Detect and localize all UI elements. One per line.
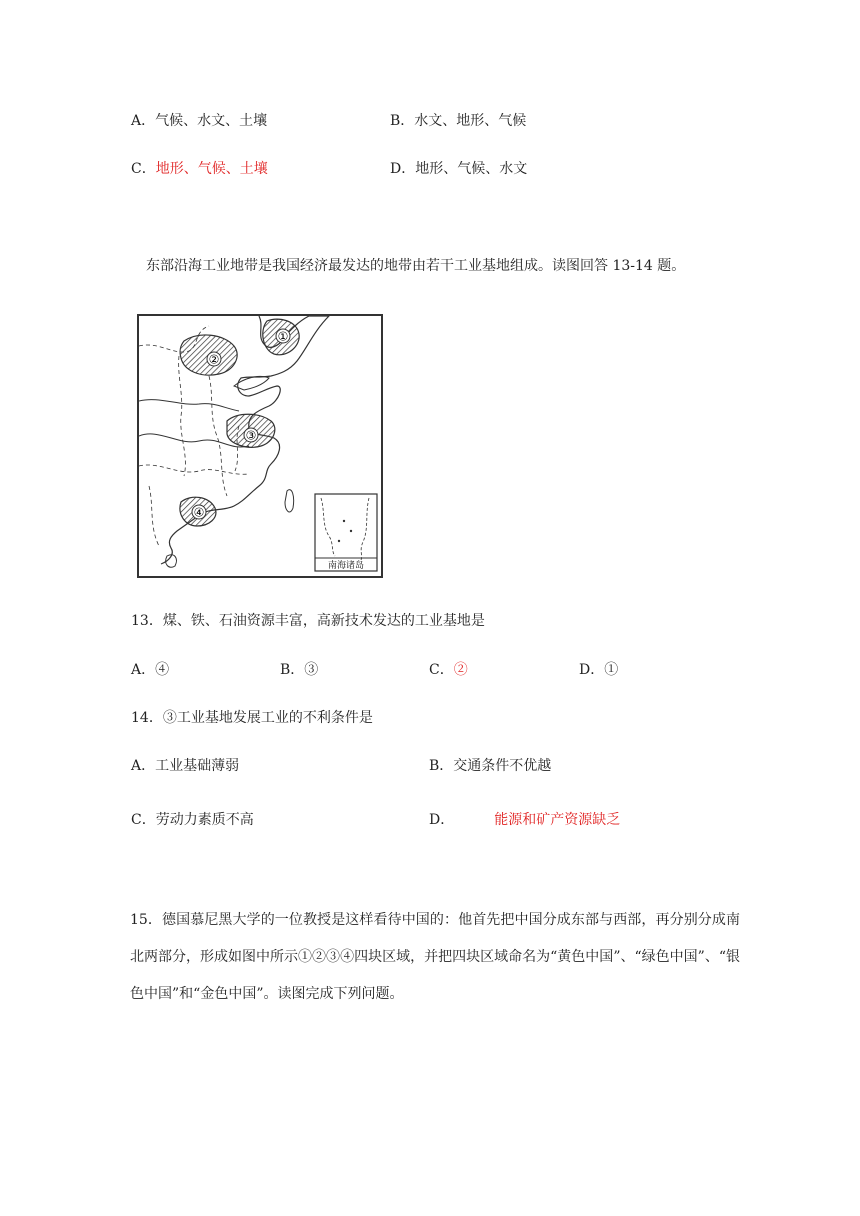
- option-text: 工业基础薄弱: [155, 758, 240, 774]
- map-drawing: [139, 316, 381, 576]
- q14-option-d: [429, 811, 620, 829]
- option-text-answer: 能源和矿产资源缺乏: [494, 812, 621, 828]
- q14-stem: 14．③工业基地发展工业的不利条件是: [131, 710, 373, 726]
- q12-option-d: [390, 160, 527, 178]
- option-label: A．: [131, 113, 156, 129]
- marker-1: ①: [277, 329, 289, 344]
- option-text: 地形、气候、水文: [415, 161, 528, 177]
- option-label: B．: [390, 113, 415, 129]
- option-label: A．: [131, 662, 156, 678]
- marker-2: ②: [208, 352, 220, 367]
- q14-option-a: [131, 757, 239, 775]
- q15-stem: 15．德国慕尼黑大学的一位教授是这样看待中国的：他首先把中国分成东部与西部，再分别分成南北两部分，形成如图中所示①②③④四块区域，并把四块区域命名为“黄色中国”、“绿色中国”、“银色中国”和“金色中国”。读图完成下列问题。: [130, 912, 740, 1002]
- q12-option-b: [390, 112, 526, 130]
- option-text: 劳动力素质不高: [155, 812, 254, 828]
- q14-option-c: [131, 811, 254, 829]
- q13-option-c: [429, 661, 468, 679]
- q12-option-c: [131, 160, 268, 178]
- option-label: D．: [390, 161, 416, 177]
- option-label: D．: [429, 812, 455, 828]
- option-text-answer: ②: [453, 662, 468, 678]
- q12-option-a: [131, 112, 267, 130]
- option-label: D．: [579, 662, 605, 678]
- option-text: 水文、地形、气候: [414, 113, 527, 129]
- option-label: B．: [280, 662, 305, 678]
- q13-option-a: [131, 661, 169, 679]
- marker-3: ③: [245, 428, 257, 443]
- option-label: A．: [131, 758, 156, 774]
- option-text: ①: [604, 662, 619, 678]
- inset-label: 南海诸岛: [327, 561, 365, 571]
- option-text: 交通条件不优越: [453, 758, 552, 774]
- option-text: 气候、水文、土壤: [155, 113, 268, 129]
- option-text-answer: 地形、气候、土壤: [155, 161, 268, 177]
- option-label: B．: [429, 758, 454, 774]
- q13-option-d: [579, 661, 618, 679]
- q13-option-b: [280, 661, 318, 679]
- q14-option-b: [429, 757, 551, 775]
- option-label: C．: [131, 161, 156, 177]
- marker-4: ④: [193, 505, 205, 520]
- option-label: C．: [131, 812, 156, 828]
- intro-13-14: 东部沿海工业地带是我国经济最发达的地带由若干工业基地组成。读图回答 13-14 题。: [146, 258, 686, 274]
- industrial-base-map: [137, 314, 383, 578]
- option-text: ④: [155, 662, 170, 678]
- option-label: C．: [429, 662, 454, 678]
- q13-stem: 13．煤、铁、石油资源丰富，高新技术发达的工业基地是: [131, 613, 485, 629]
- option-text: ③: [304, 662, 319, 678]
